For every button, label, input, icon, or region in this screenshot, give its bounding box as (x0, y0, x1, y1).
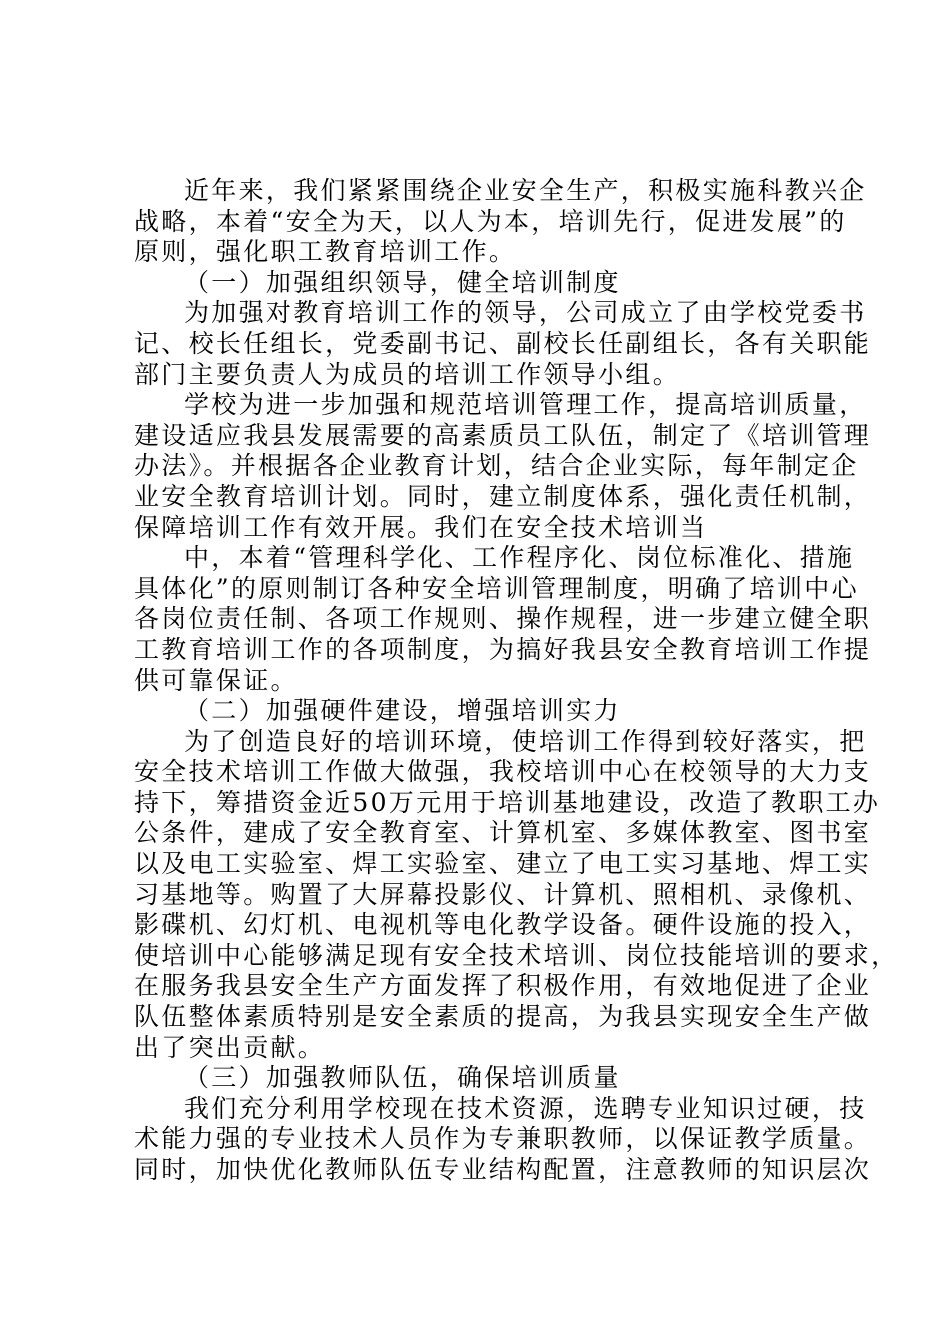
paragraph-line: 队伍整体素质特别是安全素质的提高，为我县实现安全生产做 (134, 1002, 872, 1032)
paragraph-line: 同时，加快优化教师队伍专业结构配置，注意教师的知识层次 (134, 1155, 872, 1184)
paragraph-line: 持下，筹措资金近50万元用于培训基地建设，改造了教职工办 (134, 787, 881, 817)
paragraph-line: 在服务我县安全生产方面发挥了积极作用，有效地促进了企业 (134, 971, 872, 1001)
paragraph-line: 各岗位责任制、各项工作规则、操作规程，进一步建立健全职 (134, 604, 872, 634)
paragraph-line: 安全技术培训工作做大做强，我校培训中心在校领导的大力支 (134, 757, 872, 787)
paragraph-line: 为加强对教育培训工作的领导，公司成立了由学校党委书 (184, 298, 867, 328)
paragraph-line: 中，本着“管理科学化、工作程序化、岗位标准化、措施 (184, 543, 855, 573)
paragraph-line: 战略，本着“安全为天，以人为本，培训先行，促进发展”的 (134, 206, 847, 236)
paragraph-line: 部门主要负责人为成员的培训工作领导小组。 (134, 359, 681, 389)
paragraph-line: 术能力强的专业技术人员作为专兼职教师，以保证教学质量。 (134, 1124, 872, 1154)
paragraph-line: 以及电工实验室、焊工实验室、建立了电工实习基地、焊工实 (134, 849, 872, 879)
paragraph-line: 建设适应我县发展需要的高素质员工队伍，制定了《培训管理 (134, 420, 872, 450)
paragraph-line: 原则，强化职工教育培训工作。 (134, 237, 517, 267)
section-heading-2: （二）加强硬件建设，增强培训实力 (184, 696, 621, 726)
paragraph-line: 习基地等。购置了大屏幕投影仪、计算机、照相机、录像机、 (134, 879, 872, 909)
paragraph-line: 记、校长任组长，党委副书记、副校长任副组长，各有关职能 (134, 328, 872, 358)
document-body (134, 176, 899, 1186)
paragraph-line: 近年来，我们紧紧围绕企业安全生产，积极实施科教兴企 (184, 176, 867, 205)
paragraph-line: 业安全教育培训计划。同时，建立制度体系，强化责任机制， (134, 481, 872, 511)
paragraph-line: 公条件，建成了安全教育室、计算机室、多媒体教室、图书室 (134, 818, 872, 848)
paragraph-line: 出了突出贡献。 (134, 1032, 326, 1062)
section-heading-3: （三）加强教师队伍，确保培训质量 (184, 1063, 621, 1093)
paragraph-line: 学校为进一步加强和规范培训管理工作，提高培训质量， (184, 390, 867, 420)
paragraph-line: 具体化”的原则制订各种安全培训管理制度，明确了培训中心 (134, 573, 859, 603)
paragraph-line: 使培训中心能够满足现有安全技术培训、岗位技能培训的要求， (134, 940, 899, 970)
section-heading-1: （一）加强组织领导，健全培训制度 (184, 267, 621, 297)
paragraph-line: 供可靠保证。 (134, 665, 298, 695)
paragraph-line: 我们充分利用学校现在技术资源，选聘专业知识过硬，技 (184, 1093, 867, 1123)
paragraph-line: 影碟机、幻灯机、电视机等电化教学设备。硬件设施的投入， (134, 910, 872, 940)
paragraph-line: 办法》。并根据各企业教育计划，结合企业实际，每年制定企 (134, 451, 859, 481)
paragraph-line: 工教育培训工作的各项制度，为搞好我县安全教育培训工作提 (134, 634, 872, 664)
paragraph-line: 保障培训工作有效开展。我们在安全技术培训当 (134, 512, 708, 542)
paragraph-line: 为了创造良好的培训环境，使培训工作得到较好落实，把 (184, 726, 867, 756)
